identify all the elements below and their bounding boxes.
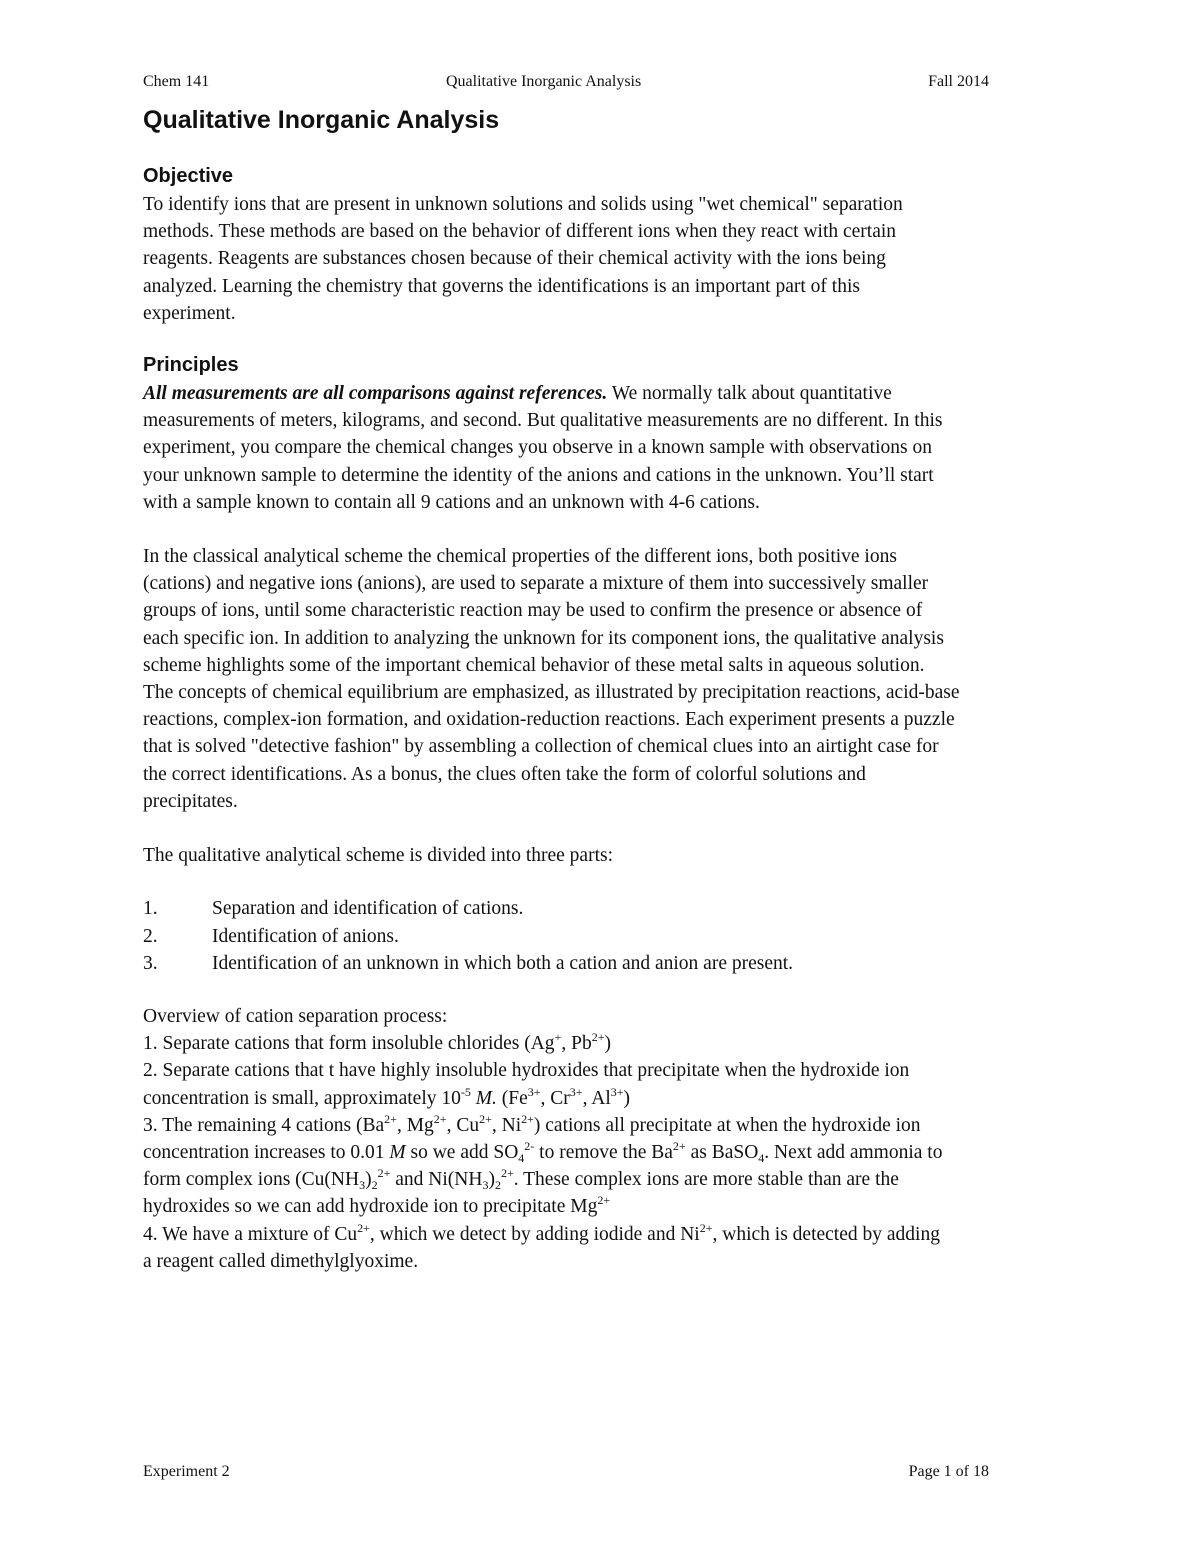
text-line: To identify ions that are present in unknown solutions and solids using "wet chemical" separation: [143, 194, 903, 215]
text-span: , Al: [582, 1087, 611, 1109]
formula-subscript: 3: [482, 1178, 489, 1193]
text-span: ): [488, 1169, 495, 1191]
charge-superscript: 2+: [591, 1030, 605, 1045]
molarity-unit: M: [389, 1142, 406, 1164]
text-span: concentration is small, approximately 10: [143, 1087, 461, 1109]
header-course: Chem 141: [143, 73, 210, 90]
overview-step-1: [143, 1030, 1133, 1057]
formula-subscript: 3: [359, 1178, 366, 1193]
overview-step-3-line-4: [143, 1193, 1133, 1220]
principles-emphasis: All measurements are all comparisons against references.: [143, 383, 608, 404]
formula-subscript: 2: [371, 1178, 378, 1193]
text-span: 1. Separate cations that form insoluble chlorides (Ag: [143, 1033, 555, 1055]
text-line: experiment.: [143, 302, 236, 324]
text-line: In the classical analytical scheme the chemical properties of the different ions, both positive ions: [143, 546, 897, 567]
text-span: so we add SO: [405, 1142, 519, 1164]
charge-superscript: 3+: [527, 1084, 541, 1099]
text-line: with a sample known to contain all 9 cations and an unknown with 4-6 cations.: [143, 491, 760, 513]
text-span: to remove the Ba: [534, 1142, 673, 1164]
text-line: measurements of meters, kilograms, and second. But qualitative measurements are no different. In this: [143, 410, 943, 432]
charge-superscript: 2-: [524, 1139, 535, 1154]
formula-subscript: 4: [518, 1151, 525, 1166]
text-span: , which is detected by adding: [712, 1223, 940, 1245]
formula-subscript: 2: [494, 1178, 501, 1193]
list-text: Identification of anions.: [212, 925, 399, 947]
classical-scheme-paragraph: [143, 543, 1133, 815]
text-span: as BaSO: [685, 1142, 759, 1164]
charge-superscript: 2+: [597, 1193, 611, 1208]
text-span: (Fe: [496, 1087, 528, 1109]
text-line: (cations) and negative ions (anions), are used to separate a mixture of them into successively smaller: [143, 573, 929, 595]
list-text: Identification of an unknown in which both a cation and anion are present.: [212, 953, 794, 974]
text-line: groups of ions, until some characteristic reaction may be used to confirm the presence or absence of: [143, 600, 923, 622]
text-line: the correct identifications. As a bonus, the clues often take the form of colorful solutions and: [143, 763, 866, 785]
footer-experiment: Experiment 2: [143, 1463, 230, 1480]
text-span: 3. The remaining 4 cations (Ba: [143, 1114, 385, 1136]
text-line: reactions, complex-ion formation, and oxidation-reduction reactions. Each experiment presents a puzzle: [143, 709, 955, 731]
charge-superscript: 2+: [357, 1220, 370, 1235]
text-line: The qualitative analytical scheme is divided into three parts:: [143, 845, 614, 866]
text-line: that is solved "detective fashion" by assembling a collection of chemical clues into an airtight case for: [143, 736, 939, 758]
charge-superscript: 3+: [569, 1084, 583, 1099]
text-line: experiment, you compare the chemical changes you observe in a known sample with observations on: [143, 437, 932, 459]
charge-superscript: 2+: [433, 1111, 447, 1126]
charge-superscript: 2+: [500, 1166, 514, 1181]
text-span: , Cr: [540, 1087, 570, 1109]
objective-heading: Objective: [143, 165, 234, 187]
text-span: ): [365, 1169, 372, 1191]
text-line: scheme highlights some of the important chemical behavior of these metal salts in aqueous solution.: [143, 654, 925, 676]
charge-superscript: 2+: [377, 1166, 391, 1181]
page-title: Qualitative Inorganic Analysis: [143, 106, 500, 134]
header-term: Fall 2014: [928, 73, 989, 90]
text-span: ): [623, 1087, 631, 1109]
list-number: 3.: [143, 953, 158, 974]
text-span: . These complex ions are more stable than are the: [513, 1169, 899, 1191]
text-line: [143, 380, 1133, 407]
text-span: form complex ions (Cu(NH: [143, 1169, 360, 1191]
header-title: Qualitative Inorganic Analysis: [446, 73, 642, 90]
overview-step-2-line-2: [143, 1085, 1133, 1112]
text-span: ): [604, 1033, 611, 1055]
principles-paragraph: [143, 380, 1133, 516]
text-span: . Next add ammonia to: [764, 1142, 943, 1164]
text-line: The concepts of chemical equilibrium are emphasized, as illustrated by precipitation reactions, acid-base: [143, 682, 960, 704]
text-span: ) cations all precipitate at when the hydroxide ion: [533, 1114, 921, 1136]
charge-superscript: +: [554, 1030, 562, 1045]
text-line: reagents. Reagents are substances chosen because of their chemical activity with the ions being: [143, 248, 886, 270]
text-line: each specific ion. In addition to analyzing the unknown for its component ions, the qualitative analysis: [143, 627, 944, 649]
charge-superscript: 2+: [699, 1220, 713, 1235]
overview-step-2-line-1: 2. Separate cations that t have highly insoluble hydroxides that precipitate when the hydroxide ion: [143, 1060, 910, 1082]
text-span: 4. We have a mixture of Cu: [143, 1223, 358, 1245]
text-span: , Mg: [396, 1114, 434, 1136]
list-text: Separation and identification of cations.: [212, 898, 524, 919]
overview-heading: Overview of cation separation process:: [143, 1006, 448, 1027]
overview-step-4-line-1: [143, 1221, 1133, 1248]
overview-step-3-line-3: [143, 1166, 1133, 1193]
exponent-superscript: -5: [460, 1084, 471, 1099]
page-footer: [143, 1463, 989, 1485]
text-span: , Ni: [491, 1114, 522, 1136]
text-span: , Pb: [561, 1033, 592, 1055]
text-line: your unknown sample to determine the identity of the anions and cations in the unknown. You’ll start: [143, 464, 934, 486]
text-span: and Ni(NH: [390, 1169, 483, 1191]
text-line: precipitates.: [143, 790, 238, 812]
molarity-unit: M.: [475, 1087, 497, 1109]
text-line: analyzed. Learning the chemistry that governs the identifications is an important part of this: [143, 275, 860, 297]
charge-superscript: 2+: [521, 1111, 534, 1126]
text-span: concentration increases to 0.01: [143, 1142, 390, 1164]
text-line: methods. These methods are based on the behavior of different ions when they react with certain: [143, 221, 897, 243]
scheme-intro: [143, 842, 1133, 869]
text-span: hydroxides so we can add hydroxide ion to precipitate Mg: [143, 1196, 598, 1218]
list-number: 1.: [143, 898, 158, 919]
charge-superscript: 2+: [384, 1111, 397, 1126]
formula-subscript: 4: [758, 1151, 765, 1166]
cation-overview: [143, 1003, 1133, 1275]
list-number: 2.: [143, 925, 158, 947]
charge-superscript: 3+: [610, 1084, 624, 1099]
overview-step-3-line-2: [143, 1139, 1133, 1166]
charge-superscript: 2+: [479, 1111, 492, 1126]
overview-step-4-line-2: a reagent called dimethylglyoxime.: [143, 1250, 419, 1272]
text-span: , Cu: [446, 1114, 480, 1136]
objective-paragraph: [143, 191, 1133, 327]
page-header: [143, 73, 989, 95]
overview-step-3-line-1: [143, 1112, 1133, 1139]
principles-heading: Principles: [143, 354, 239, 376]
text-span: We normally talk about quantitative: [607, 383, 892, 404]
charge-superscript: 2+: [672, 1139, 686, 1154]
footer-page-number: Page 1 of 18: [908, 1463, 989, 1480]
text-span: , which we detect by adding iodide and Ni: [369, 1223, 700, 1245]
